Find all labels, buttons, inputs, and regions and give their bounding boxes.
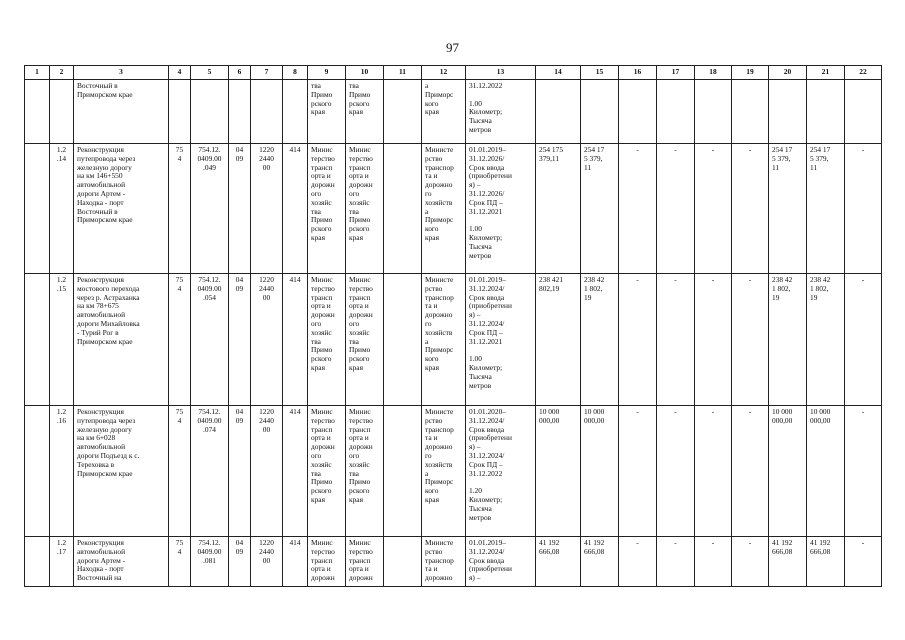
- table-row: [25, 144, 882, 274]
- cell-col-9: Минис терство трансп орта и дорожн ого хозяйс тва Примо рского края: [308, 406, 346, 537]
- cell-col-1: [25, 537, 50, 587]
- cell-col-3: Реконструкция путепровода через железную дорогу на км 6+028 автомобильной дороги Подъезд к с. Тереховка в Приморском крае: [74, 406, 169, 537]
- column-header-5: 5: [191, 66, 229, 80]
- cell-col-3: Реконструкция автомобильной дороги Артем - Находка - порт Восточный на: [74, 537, 169, 587]
- column-header-21: 21: [807, 66, 845, 80]
- cell-col-14: 10 000 000,00: [536, 406, 581, 537]
- page-number: 97: [446, 40, 459, 55]
- cell-col-4: 75 4: [169, 274, 191, 406]
- cell-col-5: 754.12. 0409.00 .081: [191, 537, 229, 587]
- cell-col-2: 1.2 .16: [50, 406, 74, 537]
- column-header-13: 13: [466, 66, 536, 80]
- cell-col-8: 414: [283, 537, 308, 587]
- column-header-3: 3: [74, 66, 169, 80]
- cell-col-7: 1220 2440 00: [251, 537, 283, 587]
- cell-col-17: -: [657, 406, 695, 537]
- cell-col-15: 238 42 1 802, 19: [581, 274, 619, 406]
- cell-col-3: Реконструкция путепровода через железную дорогу на км 146+550 автомобильной дороги Артем - Находка - порт Восточный в Приморском крае: [74, 144, 169, 274]
- cell-col-8: 414: [283, 406, 308, 537]
- column-header-2: 2: [50, 66, 74, 80]
- cell-col-3: Восточный в Приморском крае: [74, 80, 169, 144]
- cell-col-8: 414: [283, 274, 308, 406]
- cell-col-21: 254 17 5 379, 11: [807, 144, 845, 274]
- header-row: [25, 66, 882, 80]
- cell-col-21: 238 42 1 802, 19: [807, 274, 845, 406]
- cell-col-19: -: [732, 537, 769, 587]
- cell-col-14: 238 421 802,19: [536, 274, 581, 406]
- cell-col-9: Минис терство трансп орта и дорожн: [308, 537, 346, 587]
- column-header-8: 8: [283, 66, 308, 80]
- cell-col-22: -: [845, 144, 882, 274]
- cell-col-18: -: [695, 274, 732, 406]
- cell-col-16: -: [619, 537, 657, 587]
- column-header-16: 16: [619, 66, 657, 80]
- cell-col-11: [384, 80, 422, 144]
- cell-col-18: -: [695, 144, 732, 274]
- cell-col-12: Министе рство транспор та и дорожно го хозяйств а Приморс кого края: [422, 406, 466, 537]
- cell-col-7: 1220 2440 00: [251, 274, 283, 406]
- cell-col-9: тва Примо рского края: [308, 80, 346, 144]
- cell-col-10: тва Примо рского края: [346, 80, 384, 144]
- cell-col-3: Реконструкция мостового перехода через р. Астраханка на км 78+675 автомобильной дороги Михайловка - Турий Рог в Приморском крае: [74, 274, 169, 406]
- column-header-11: 11: [384, 66, 422, 80]
- table-row: [25, 406, 882, 537]
- cell-col-4: 75 4: [169, 537, 191, 587]
- cell-col-10: Минис терство трансп орта и дорожн: [346, 537, 384, 587]
- cell-col-14: [536, 80, 581, 144]
- table-row: [25, 274, 882, 406]
- cell-col-2: 1.2 .14: [50, 144, 74, 274]
- column-header-22: 22: [845, 66, 882, 80]
- column-header-12: 12: [422, 66, 466, 80]
- budget-table: [24, 65, 882, 587]
- cell-col-20: [769, 80, 807, 144]
- cell-col-22: -: [845, 274, 882, 406]
- cell-col-18: [695, 80, 732, 144]
- cell-col-21: 10 000 000,00: [807, 406, 845, 537]
- cell-col-22: -: [845, 537, 882, 587]
- cell-col-16: [619, 80, 657, 144]
- cell-col-19: -: [732, 406, 769, 537]
- cell-col-4: [169, 80, 191, 144]
- cell-col-7: 1220 2440 00: [251, 406, 283, 537]
- cell-col-17: -: [657, 274, 695, 406]
- column-header-20: 20: [769, 66, 807, 80]
- cell-col-14: 254 175 379,11: [536, 144, 581, 274]
- column-header-14: 14: [536, 66, 581, 80]
- cell-col-6: 04 09: [229, 537, 251, 587]
- table-body: [25, 80, 882, 587]
- cell-col-15: 10 000 000,00: [581, 406, 619, 537]
- column-header-1: 1: [25, 66, 50, 80]
- cell-col-5: [191, 80, 229, 144]
- cell-col-6: 04 09: [229, 144, 251, 274]
- cell-col-6: 04 09: [229, 274, 251, 406]
- cell-col-1: [25, 406, 50, 537]
- cell-col-13: 01.01.2019– 31.12.2024/ Срок ввода (приобретени я) –: [466, 537, 536, 587]
- column-header-18: 18: [695, 66, 732, 80]
- cell-col-13: 01.01.2020– 31.12.2024/ Срок ввода (приобретени я) – 31.12.2024/ Срок ПД – 31.12.2022 1.20 Километр; Тысяча метров: [466, 406, 536, 537]
- cell-col-11: [384, 274, 422, 406]
- column-header-10: 10: [346, 66, 384, 80]
- cell-col-2: 1.2 .15: [50, 274, 74, 406]
- cell-col-6: 04 09: [229, 406, 251, 537]
- cell-col-11: [384, 406, 422, 537]
- cell-col-19: [732, 80, 769, 144]
- column-header-15: 15: [581, 66, 619, 80]
- cell-col-4: 75 4: [169, 406, 191, 537]
- cell-col-18: -: [695, 406, 732, 537]
- cell-col-10: Минис терство трансп орта и дорожн ого хозяйс тва Примо рского края: [346, 144, 384, 274]
- cell-col-12: Министе рство транспор та и дорожно: [422, 537, 466, 587]
- cell-col-11: [384, 144, 422, 274]
- cell-col-16: -: [619, 406, 657, 537]
- cell-col-5: 754.12. 0409.00 .054: [191, 274, 229, 406]
- cell-col-2: 1.2 .17: [50, 537, 74, 587]
- cell-col-15: 41 192 666,08: [581, 537, 619, 587]
- cell-col-1: [25, 144, 50, 274]
- cell-col-13: 01.01.2019– 31.12.2024/ Срок ввода (приобретени я) – 31.12.2024/ Срок ПД – 31.12.2021 1.00 Километр; Тысяча метров: [466, 274, 536, 406]
- cell-col-13: 31.12.2022 1.00 Километр; Тысяча метров: [466, 80, 536, 144]
- cell-col-10: Минис терство трансп орта и дорожн ого хозяйс тва Примо рского края: [346, 274, 384, 406]
- cell-col-4: 75 4: [169, 144, 191, 274]
- cell-col-12: а Приморс кого края: [422, 80, 466, 144]
- cell-col-8: [283, 80, 308, 144]
- cell-col-1: [25, 274, 50, 406]
- cell-col-2: [50, 80, 74, 144]
- cell-col-11: [384, 537, 422, 587]
- cell-col-18: -: [695, 537, 732, 587]
- cell-col-1: [25, 80, 50, 144]
- cell-col-21: [807, 80, 845, 144]
- cell-col-16: -: [619, 274, 657, 406]
- cell-col-12: Министе рство транспор та и дорожно го хозяйств а Приморс кого края: [422, 144, 466, 274]
- column-header-9: 9: [308, 66, 346, 80]
- cell-col-19: -: [732, 274, 769, 406]
- cell-col-17: -: [657, 537, 695, 587]
- cell-col-15: 254 17 5 379, 11: [581, 144, 619, 274]
- column-header-7: 7: [251, 66, 283, 80]
- cell-col-6: [229, 80, 251, 144]
- table-row: [25, 537, 882, 587]
- column-header-6: 6: [229, 66, 251, 80]
- cell-col-20: 10 000 000,00: [769, 406, 807, 537]
- cell-col-5: 754.12. 0409.00 .074: [191, 406, 229, 537]
- cell-col-9: Минис терство трансп орта и дорожн ого хозяйс тва Примо рского края: [308, 274, 346, 406]
- cell-col-16: -: [619, 144, 657, 274]
- cell-col-15: [581, 80, 619, 144]
- column-header-19: 19: [732, 66, 769, 80]
- cell-col-7: [251, 80, 283, 144]
- table-row: [25, 80, 882, 144]
- cell-col-21: 41 192 666,08: [807, 537, 845, 587]
- column-header-17: 17: [657, 66, 695, 80]
- cell-col-13: 01.01.2019– 31.12.2026/ Срок ввода (приобретени я) – 31.12.2026/ Срок ПД – 31.12.2021 1.00 Километр; Тысяча метров: [466, 144, 536, 274]
- cell-col-12: Министе рство транспор та и дорожно го хозяйств а Приморс кого края: [422, 274, 466, 406]
- cell-col-5: 754.12. 0409.00 .049: [191, 144, 229, 274]
- cell-col-17: -: [657, 144, 695, 274]
- cell-col-20: 238 42 1 802, 19: [769, 274, 807, 406]
- cell-col-14: 41 192 666,08: [536, 537, 581, 587]
- cell-col-9: Минис терство трансп орта и дорожн ого хозяйс тва Примо рского края: [308, 144, 346, 274]
- column-header-4: 4: [169, 66, 191, 80]
- cell-col-20: 254 17 5 379, 11: [769, 144, 807, 274]
- cell-col-10: Минис терство трансп орта и дорожн ого хозяйс тва Примо рского края: [346, 406, 384, 537]
- cell-col-22: -: [845, 406, 882, 537]
- cell-col-20: 41 192 666,08: [769, 537, 807, 587]
- cell-col-19: -: [732, 144, 769, 274]
- cell-col-17: [657, 80, 695, 144]
- cell-col-22: [845, 80, 882, 144]
- cell-col-8: 414: [283, 144, 308, 274]
- cell-col-7: 1220 2440 00: [251, 144, 283, 274]
